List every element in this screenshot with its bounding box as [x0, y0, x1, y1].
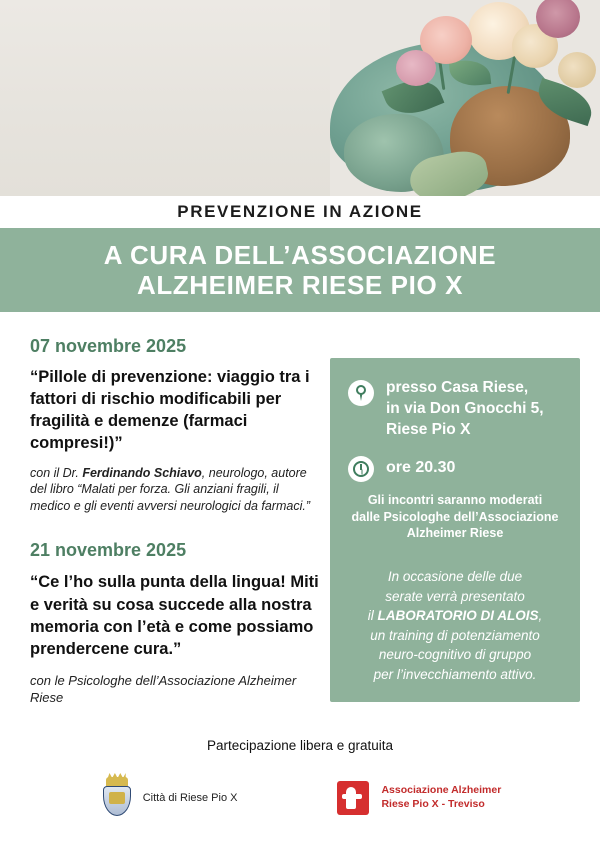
event-title-2: “Ce l’ho sulla punta della lingua! Miti e verità su cosa succede alla nostra memoria con l’età e come possiamo prendercene cura.”: [30, 573, 319, 659]
venue-text: [386, 378, 544, 440]
hero-image: [0, 0, 600, 196]
lab-line-2: serate verrà presentato: [385, 588, 525, 604]
lab-line-4: un training di potenziamento: [370, 627, 540, 643]
banner-title-line1: A CURA DELL’ASSOCIAZIONE: [103, 239, 497, 270]
lab-announcement: [330, 567, 580, 684]
city-logo-label: Città di Riese Pio X: [142, 792, 238, 804]
city-logo-group: [99, 776, 238, 820]
events-column: [30, 336, 320, 707]
flower-icon: [558, 52, 596, 88]
association-logo-icon: [333, 778, 373, 818]
venue-row: [330, 358, 580, 440]
brain-illustration: [300, 0, 600, 196]
lab-line-3-prefix: il: [367, 608, 378, 624]
lab-line-5: neuro-cognitivo di gruppo: [378, 647, 532, 663]
title-banner: [0, 228, 600, 312]
association-mark-icon: [337, 781, 369, 815]
time-row: [330, 440, 580, 482]
city-crest-icon: [99, 776, 135, 820]
time-text: ore 20.30: [386, 459, 456, 477]
flower-icon: [536, 0, 580, 38]
kicker-text: PREVENZIONE IN AZIONE: [177, 202, 423, 221]
venue-line-2: in via Don Gnocchi 5,: [386, 399, 544, 417]
event-speaker-name-1: Ferdinando Schiavo: [82, 465, 202, 480]
moderators-note-line-2: dalle Psicologhe dell’Associazione: [351, 509, 559, 524]
lab-line-1: In occasione delle due: [387, 569, 523, 585]
event-speaker-1: [30, 465, 320, 515]
banner-title-line2: ALZHEIMER RIESE PIO X: [136, 270, 464, 300]
logo-row: [0, 776, 600, 820]
location-pin-icon: [348, 380, 374, 406]
lab-line-6: per l’invecchiamento attivo.: [373, 666, 537, 682]
info-panel: [330, 358, 580, 702]
shield-icon: [103, 786, 131, 816]
association-logo-line-1: Associazione Alzheimer: [381, 784, 502, 797]
event-block-2: [30, 540, 320, 706]
event-speaker-detail-1: , neurologo, autore del libro “Malati per forza. Gli anziani fragili, il medico e gli eventi avversi neurologici da farmaci.”: [30, 465, 310, 513]
event-date-2: 21 novembre 2025: [30, 540, 187, 561]
event-block-1: [30, 336, 320, 514]
event-title-1: “Pillole di prevenzione: viaggio tra i fattori di rischio modificabili per fragilità e demenze (farmaci compresi!)”: [30, 368, 310, 452]
moderators-note-line-1: Gli incontri saranno moderati: [367, 493, 543, 508]
flower-icon: [396, 50, 436, 86]
venue-line-1: presso Casa Riese,: [386, 379, 529, 396]
association-logo-text: [381, 784, 501, 811]
event-date-1: 07 novembre 2025: [30, 336, 187, 356]
lab-line-3-suffix: ,: [538, 608, 543, 624]
hero-background: [0, 0, 330, 196]
association-logo-group: [333, 778, 501, 818]
moderators-note: [330, 492, 580, 541]
lab-line-3: [346, 606, 564, 626]
kicker-bar: [0, 196, 600, 228]
venue-line-3: Riese Pio X: [386, 420, 471, 438]
lab-name: LABORATORIO DI ALOIS: [377, 608, 539, 624]
event-speaker-2: con le Psicologhe dell’Associazione Alzheimer Riese: [30, 673, 297, 706]
association-logo-line-2: Riese Pio X - Treviso: [381, 798, 485, 810]
moderators-note-line-3: Alzheimer Riese: [406, 525, 504, 540]
event-speaker-prefix-1: con il Dr.: [30, 465, 83, 480]
free-participation-note: Partecipazione libera e gratuita: [206, 738, 394, 753]
clock-icon: [348, 456, 374, 482]
